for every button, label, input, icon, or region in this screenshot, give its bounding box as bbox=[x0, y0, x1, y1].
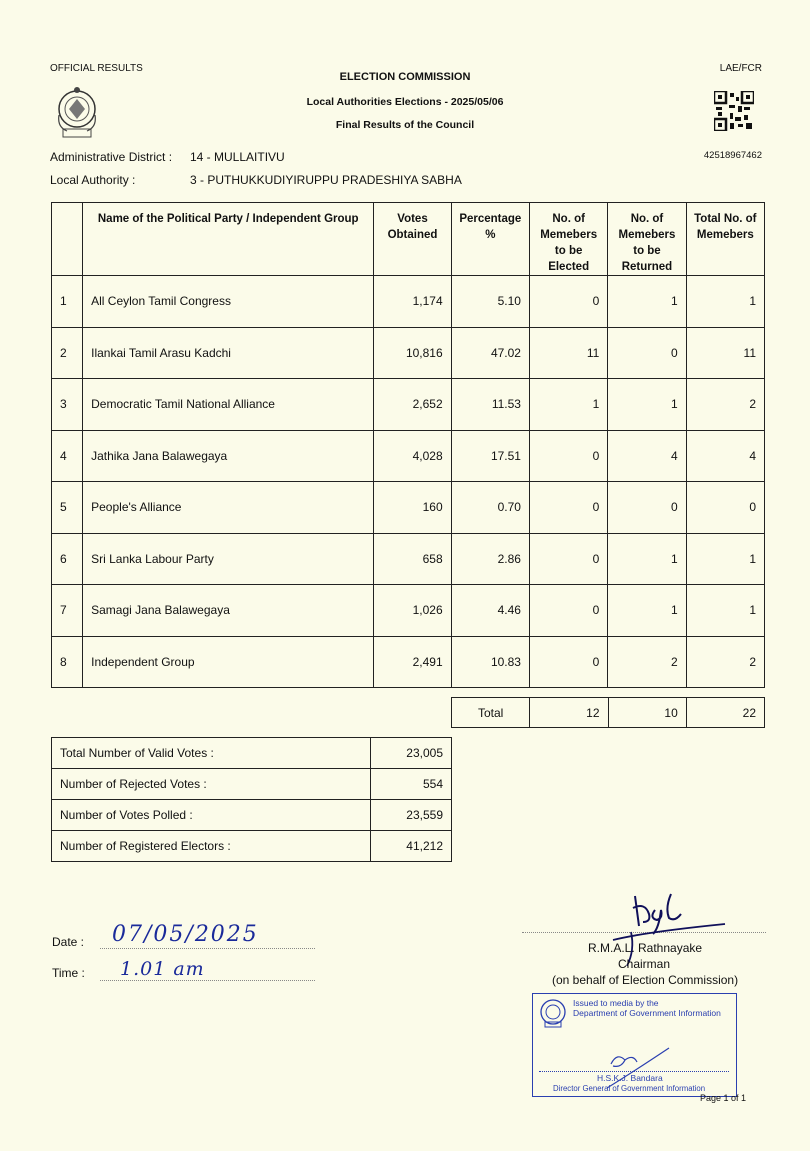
table-row bbox=[52, 482, 765, 534]
summary-value: 23,005 bbox=[371, 738, 452, 769]
time-handwritten: 1.01 am bbox=[120, 958, 205, 980]
party-name: Independent Group bbox=[83, 636, 374, 688]
party-name: All Ceylon Tamil Congress bbox=[83, 276, 374, 328]
table-row bbox=[52, 276, 765, 328]
members-total: 4 bbox=[686, 430, 764, 482]
members-total: 1 bbox=[686, 276, 764, 328]
stamp-title: Director General of Government Information bbox=[553, 1084, 706, 1093]
summary-value: 41,212 bbox=[371, 831, 452, 862]
header-total: Total No. of Memebers bbox=[686, 203, 764, 276]
table-row bbox=[52, 533, 765, 585]
votes-obtained: 160 bbox=[374, 482, 451, 534]
government-information-stamp bbox=[532, 993, 737, 1097]
members-returned: 0 bbox=[608, 482, 686, 534]
results-table bbox=[51, 202, 765, 688]
members-elected: 0 bbox=[529, 276, 607, 328]
totals-table bbox=[451, 697, 765, 728]
percentage: 47.02 bbox=[451, 327, 529, 379]
time-line bbox=[100, 980, 315, 981]
row-number: 3 bbox=[52, 379, 83, 431]
votes-obtained: 10,816 bbox=[374, 327, 451, 379]
row-number: 8 bbox=[52, 636, 83, 688]
members-returned: 1 bbox=[608, 533, 686, 585]
totals-label: Total bbox=[452, 698, 530, 728]
header-percentage: Percentage % bbox=[451, 203, 529, 276]
party-name: People's Alliance bbox=[83, 482, 374, 534]
page-number: Page 1 of 1 bbox=[700, 1093, 747, 1103]
stamp-line-1: Issued to media by the bbox=[573, 998, 659, 1008]
members-elected: 0 bbox=[529, 533, 607, 585]
members-elected: 11 bbox=[529, 327, 607, 379]
form-code: LAE/FCR bbox=[719, 63, 762, 74]
authority-value: 3 - PUTHUKKUDIYIRUPPU PRADESHIYA SABHA bbox=[190, 173, 462, 187]
page-subtitle-2: Final Results of the Council bbox=[335, 119, 475, 131]
party-name: Jathika Jana Balawegaya bbox=[83, 430, 374, 482]
summary-label: Number of Rejected Votes : bbox=[52, 769, 371, 800]
percentage: 2.86 bbox=[451, 533, 529, 585]
votes-obtained: 658 bbox=[374, 533, 451, 585]
date-label: Date : bbox=[52, 935, 85, 949]
official-results-label: OFFICIAL RESULTS bbox=[50, 63, 143, 74]
signatory-name: R.M.A.L. Rathnayake bbox=[588, 941, 703, 955]
votes-obtained: 4,028 bbox=[374, 430, 451, 482]
row-number: 2 bbox=[52, 327, 83, 379]
table-row bbox=[52, 585, 765, 637]
members-total: 0 bbox=[686, 482, 764, 534]
summary-label: Number of Registered Electors : bbox=[52, 831, 371, 862]
totals-elected: 12 bbox=[530, 698, 608, 728]
members-elected: 0 bbox=[529, 430, 607, 482]
row-number: 5 bbox=[52, 482, 83, 534]
table-row bbox=[52, 327, 765, 379]
signatory-title: Chairman bbox=[618, 957, 671, 971]
summary-label: Total Number of Valid Votes : bbox=[52, 738, 371, 769]
summary-row bbox=[52, 800, 452, 831]
summary-row bbox=[52, 738, 452, 769]
summary-label: Number of Votes Polled : bbox=[52, 800, 371, 831]
percentage: 0.70 bbox=[451, 482, 529, 534]
votes-obtained: 2,491 bbox=[374, 636, 451, 688]
members-total: 2 bbox=[686, 379, 764, 431]
header-returned: No. of Memebers to be Returned bbox=[608, 203, 686, 276]
votes-obtained: 2,652 bbox=[374, 379, 451, 431]
percentage: 4.46 bbox=[451, 585, 529, 637]
results-header-row bbox=[52, 203, 765, 276]
members-total: 11 bbox=[686, 327, 764, 379]
members-returned: 1 bbox=[608, 379, 686, 431]
header-votes: Votes Obtained bbox=[374, 203, 451, 276]
percentage: 5.10 bbox=[451, 276, 529, 328]
document-number: 42518967462 bbox=[703, 150, 762, 161]
totals-row bbox=[452, 698, 765, 728]
stamp-line-2: Department of Government Information bbox=[573, 1008, 721, 1018]
members-returned: 2 bbox=[608, 636, 686, 688]
stamp-name: H.S.K.J. Bandara bbox=[597, 1073, 663, 1083]
page-subtitle: Local Authorities Elections - 2025/05/06 bbox=[306, 96, 504, 108]
district-label: Administrative District : bbox=[50, 150, 173, 164]
party-name: Samagi Jana Balawegaya bbox=[83, 585, 374, 637]
row-number: 7 bbox=[52, 585, 83, 637]
party-name: Sri Lanka Labour Party bbox=[83, 533, 374, 585]
members-total: 2 bbox=[686, 636, 764, 688]
party-name: Democratic Tamil National Alliance bbox=[83, 379, 374, 431]
percentage: 11.53 bbox=[451, 379, 529, 431]
date-handwritten: 07/05/2025 bbox=[112, 922, 259, 947]
state-emblem-icon bbox=[55, 85, 99, 146]
date-line bbox=[100, 948, 315, 949]
summary-value: 554 bbox=[371, 769, 452, 800]
members-elected: 1 bbox=[529, 379, 607, 431]
summary-value: 23,559 bbox=[371, 800, 452, 831]
members-returned: 0 bbox=[608, 327, 686, 379]
members-returned: 1 bbox=[608, 276, 686, 328]
members-returned: 4 bbox=[608, 430, 686, 482]
totals-members: 22 bbox=[686, 698, 764, 728]
summary-row bbox=[52, 769, 452, 800]
header-party: Name of the Political Party / Independent Group bbox=[83, 203, 374, 276]
members-total: 1 bbox=[686, 533, 764, 585]
row-number: 6 bbox=[52, 533, 83, 585]
summary-row bbox=[52, 831, 452, 862]
votes-obtained: 1,026 bbox=[374, 585, 451, 637]
header-index bbox=[52, 203, 83, 276]
district-value: 14 - MULLAITIVU bbox=[190, 150, 285, 164]
percentage: 10.83 bbox=[451, 636, 529, 688]
votes-obtained: 1,174 bbox=[374, 276, 451, 328]
vote-summary-table bbox=[51, 737, 452, 862]
authority-label: Local Authority : bbox=[50, 173, 136, 187]
party-name: Ilankai Tamil Arasu Kadchi bbox=[83, 327, 374, 379]
members-elected: 0 bbox=[529, 585, 607, 637]
qr-code-icon bbox=[714, 91, 754, 136]
percentage: 17.51 bbox=[451, 430, 529, 482]
header-elected: No. of Memebers to be Elected bbox=[529, 203, 607, 276]
members-elected: 0 bbox=[529, 482, 607, 534]
row-number: 4 bbox=[52, 430, 83, 482]
table-row bbox=[52, 430, 765, 482]
time-label: Time : bbox=[52, 966, 85, 980]
table-row bbox=[52, 379, 765, 431]
totals-returned: 10 bbox=[608, 698, 686, 728]
page-title: ELECTION COMMISSION bbox=[339, 71, 471, 83]
row-number: 1 bbox=[52, 276, 83, 328]
members-returned: 1 bbox=[608, 585, 686, 637]
members-elected: 0 bbox=[529, 636, 607, 688]
signatory-note: (on behalf of Election Commission) bbox=[552, 973, 739, 987]
members-total: 1 bbox=[686, 585, 764, 637]
stamp-emblem-icon bbox=[539, 998, 567, 1030]
table-row bbox=[52, 636, 765, 688]
